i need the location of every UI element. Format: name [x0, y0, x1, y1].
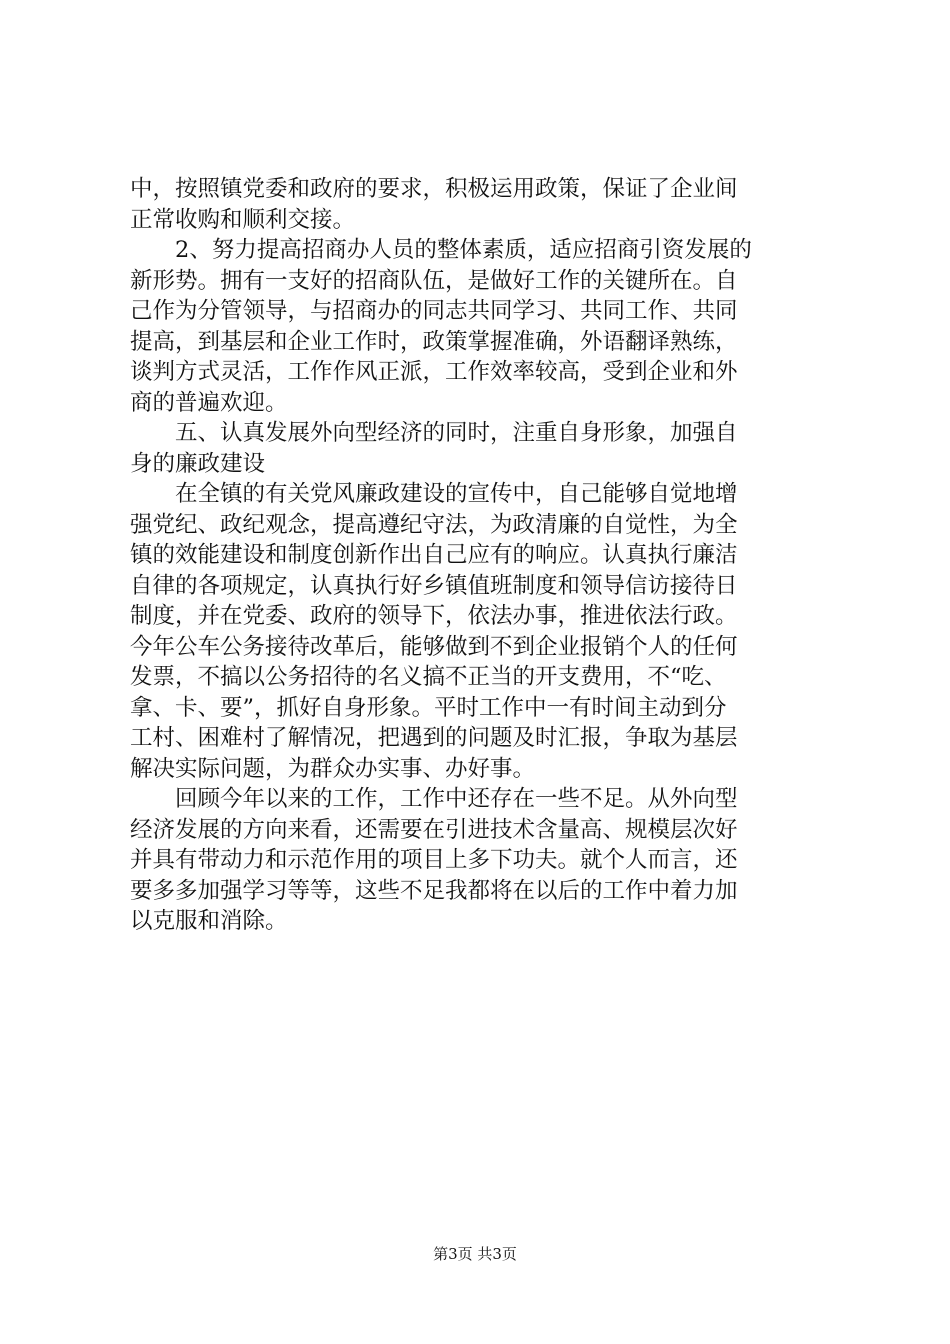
paragraph-line: 在全镇的有关党风廉政建设的宣传中，自己能够自觉地增: [175, 481, 738, 507]
paragraph-line: 经济发展的方向来看，还需要在引进技术含量高、规模层次好: [130, 816, 738, 843]
paragraph-line: 工村、困难村了解情况，把遇到的问题及时汇报，争取为基层: [130, 725, 738, 751]
paragraph-line: 提高，到基层和企业工作时，政策掌握准确，外语翻译熟练，: [130, 328, 738, 355]
paragraph-line: 要多多加强学习等等，这些不足我都将在以后的工作中着力加: [130, 877, 738, 904]
paragraph-line: 自律的各项规定，认真执行好乡镇值班制度和领导信访接待日: [130, 572, 738, 599]
paragraph-line: 2、努力提高招商办人员的整体素质，适应招商引资发展的: [175, 237, 752, 263]
document-body: [130, 174, 842, 937]
paragraph-line: 新形势。拥有一支好的招商队伍，是做好工作的关键所在。自: [130, 267, 738, 294]
paragraph-line: 拿、卡、要”，抓好自身形象。平时工作中一有时间主动到分: [130, 694, 727, 721]
paragraph-line: 回顾今年以来的工作，工作中还存在一些不足。从外向型: [175, 786, 738, 812]
section-heading-line: 身的廉政建设: [130, 450, 266, 477]
page-number-footer: 第3页 共3页: [433, 1245, 517, 1263]
section-heading-line: 五、认真发展外向型经济的同时，注重自身形象，加强自: [175, 420, 738, 446]
paragraph-line: 解决实际问题，为群众办实事、办好事。: [130, 755, 536, 782]
paragraph-line: 己作为分管领导，与招商办的同志共同学习、共同工作、共同: [130, 298, 738, 324]
paragraph-line: 强党纪、政纪观念，提高遵纪守法，为政清廉的自觉性，为全: [130, 511, 738, 538]
paragraph-line: 并具有带动力和示范作用的项目上多下功夫。就个人而言，还: [130, 847, 738, 873]
paragraph-line: 谈判方式灵活，工作作风正派，工作效率较高，受到企业和外: [130, 359, 738, 385]
paragraph-line: 制度，并在党委、政府的领导下，依法办事，推进依法行政。: [130, 603, 738, 629]
paragraph-line: 商的普遍欢迎。: [130, 389, 288, 416]
paragraph-line: 今年公车公务接待改革后，能够做到不到企业报销个人的任何: [130, 633, 738, 660]
paragraph-line: 镇的效能建设和制度创新作出自己应有的响应。认真执行廉洁: [130, 542, 738, 568]
paragraph-line: 中，按照镇党委和政府的要求，积极运用政策，保证了企业间: [130, 176, 738, 202]
paragraph-line: 发票，不搞以公务招待的名义搞不正当的开支费用，不“吃、: [130, 664, 727, 690]
paragraph-line: 以克服和消除。: [130, 908, 288, 934]
paragraph-line: 正常收购和顺利交接。: [130, 206, 356, 233]
